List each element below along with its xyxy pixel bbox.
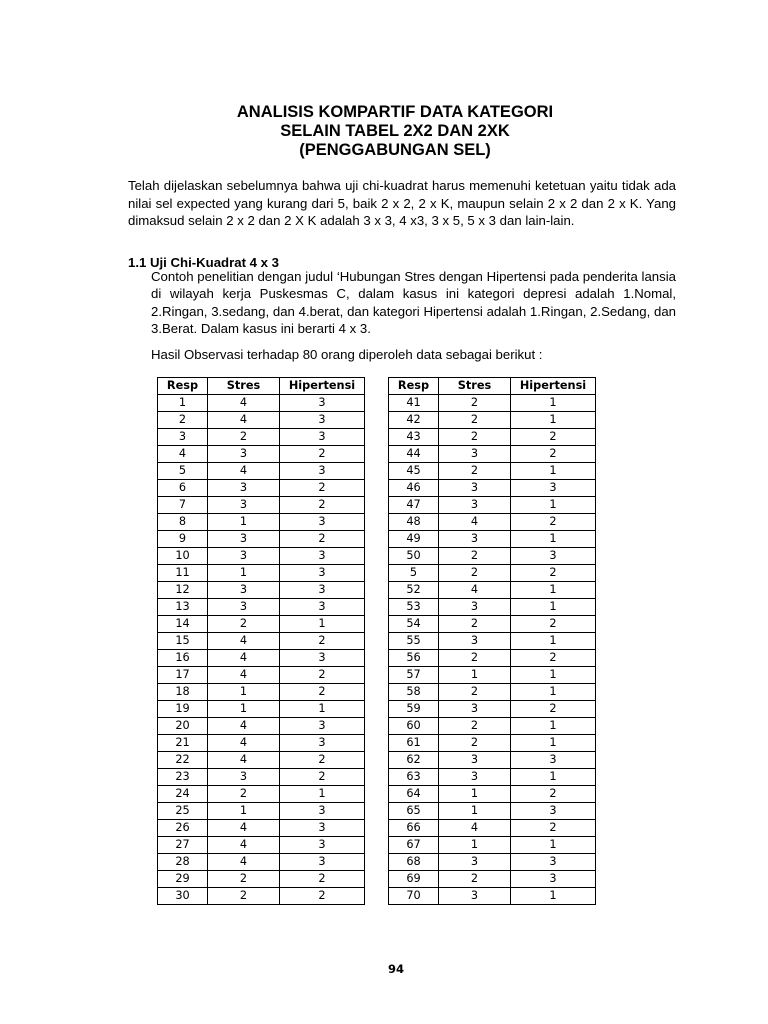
cell-hipertensi: 2	[280, 531, 365, 548]
cell-hipertensi: 2	[511, 429, 596, 446]
cell-resp: 65	[389, 803, 439, 820]
table-row	[158, 463, 365, 480]
cell-hipertensi: 2	[511, 616, 596, 633]
cell-resp: 62	[389, 752, 439, 769]
cell-stres: 2	[439, 650, 511, 667]
cell-resp: 15	[158, 633, 208, 650]
table-row	[158, 395, 365, 412]
cell-stres: 3	[208, 446, 280, 463]
cell-hipertensi: 3	[280, 412, 365, 429]
cell-hipertensi: 3	[280, 429, 365, 446]
cell-resp: 66	[389, 820, 439, 837]
table-row	[158, 803, 365, 820]
cell-hipertensi: 3	[280, 599, 365, 616]
table-row	[389, 769, 596, 786]
cell-resp: 68	[389, 854, 439, 871]
cell-stres: 3	[208, 548, 280, 565]
table-row	[389, 480, 596, 497]
section-heading: 1.1 Uji Chi-Kuadrat 4 x 3	[128, 255, 279, 270]
cell-resp: 3	[158, 429, 208, 446]
cell-resp: 44	[389, 446, 439, 463]
cell-stres: 1	[439, 837, 511, 854]
cell-stres: 3	[208, 599, 280, 616]
cell-hipertensi: 1	[511, 684, 596, 701]
cell-stres: 3	[439, 701, 511, 718]
cell-stres: 4	[208, 735, 280, 752]
cell-resp: 7	[158, 497, 208, 514]
cell-hipertensi: 2	[280, 752, 365, 769]
cell-resp: 58	[389, 684, 439, 701]
cell-stres: 1	[439, 803, 511, 820]
cell-stres: 2	[208, 888, 280, 905]
cell-resp: 4	[158, 446, 208, 463]
cell-resp: 25	[158, 803, 208, 820]
cell-resp: 69	[389, 871, 439, 888]
cell-hipertensi: 1	[511, 412, 596, 429]
cell-stres: 3	[208, 480, 280, 497]
table-row	[158, 599, 365, 616]
cell-hipertensi: 1	[511, 463, 596, 480]
cell-stres: 2	[439, 463, 511, 480]
cell-resp: 24	[158, 786, 208, 803]
cell-stres: 3	[208, 769, 280, 786]
table-row	[389, 718, 596, 735]
table-row	[389, 701, 596, 718]
cell-stres: 2	[439, 395, 511, 412]
cell-stres: 4	[208, 854, 280, 871]
cell-stres: 3	[439, 633, 511, 650]
table-row	[389, 429, 596, 446]
cell-resp: 20	[158, 718, 208, 735]
cell-resp: 46	[389, 480, 439, 497]
cell-stres: 4	[208, 412, 280, 429]
cell-hipertensi: 3	[511, 854, 596, 871]
table-row	[389, 854, 596, 871]
cell-stres: 4	[208, 752, 280, 769]
table-row	[389, 616, 596, 633]
cell-hipertensi: 3	[280, 854, 365, 871]
cell-stres: 3	[439, 446, 511, 463]
cell-hipertensi: 2	[280, 888, 365, 905]
cell-hipertensi: 1	[511, 888, 596, 905]
data-table-left	[157, 377, 365, 905]
cell-hipertensi: 1	[511, 718, 596, 735]
cell-resp: 30	[158, 888, 208, 905]
cell-resp: 49	[389, 531, 439, 548]
cell-stres: 2	[439, 735, 511, 752]
table-row	[389, 786, 596, 803]
cell-resp: 17	[158, 667, 208, 684]
cell-resp: 9	[158, 531, 208, 548]
cell-stres: 2	[439, 412, 511, 429]
table-row	[389, 582, 596, 599]
cell-resp: 41	[389, 395, 439, 412]
cell-stres: 4	[208, 395, 280, 412]
cell-resp: 26	[158, 820, 208, 837]
table-row	[389, 888, 596, 905]
cell-stres: 1	[208, 701, 280, 718]
cell-stres: 3	[208, 582, 280, 599]
table-row	[158, 769, 365, 786]
cell-stres: 2	[208, 429, 280, 446]
cell-stres: 3	[208, 531, 280, 548]
cell-stres: 1	[208, 684, 280, 701]
table-row	[389, 684, 596, 701]
table-row	[389, 412, 596, 429]
cell-stres: 4	[439, 582, 511, 599]
cell-stres: 4	[208, 463, 280, 480]
cell-resp: 22	[158, 752, 208, 769]
cell-hipertensi: 2	[280, 497, 365, 514]
cell-hipertensi: 3	[280, 565, 365, 582]
cell-resp: 63	[389, 769, 439, 786]
cell-stres: 4	[208, 718, 280, 735]
cell-stres: 2	[439, 565, 511, 582]
cell-stres: 2	[208, 786, 280, 803]
cell-resp: 5	[389, 565, 439, 582]
cell-resp: 42	[389, 412, 439, 429]
table-row	[389, 531, 596, 548]
cell-hipertensi: 3	[280, 548, 365, 565]
cell-hipertensi: 1	[511, 497, 596, 514]
header-stres: Stres	[208, 378, 280, 395]
cell-resp: 52	[389, 582, 439, 599]
cell-resp: 45	[389, 463, 439, 480]
cell-hipertensi: 3	[280, 582, 365, 599]
cell-stres: 1	[208, 565, 280, 582]
cell-hipertensi: 2	[280, 871, 365, 888]
cell-hipertensi: 3	[280, 820, 365, 837]
cell-hipertensi: 1	[511, 769, 596, 786]
header-hipertensi: Hipertensi	[280, 378, 365, 395]
table-row	[158, 531, 365, 548]
cell-hipertensi: 1	[280, 786, 365, 803]
cell-stres: 3	[439, 752, 511, 769]
cell-stres: 4	[439, 820, 511, 837]
cell-hipertensi: 1	[511, 667, 596, 684]
cell-stres: 2	[439, 616, 511, 633]
document-title	[0, 103, 768, 160]
table-row	[158, 582, 365, 599]
cell-hipertensi: 1	[280, 701, 365, 718]
cell-stres: 1	[208, 803, 280, 820]
cell-stres: 3	[439, 854, 511, 871]
table-row	[158, 888, 365, 905]
cell-hipertensi: 2	[511, 446, 596, 463]
cell-resp: 50	[389, 548, 439, 565]
cell-hipertensi: 1	[511, 531, 596, 548]
cell-stres: 2	[439, 429, 511, 446]
cell-stres: 2	[439, 684, 511, 701]
cell-stres: 1	[439, 786, 511, 803]
table-row	[158, 854, 365, 871]
cell-hipertensi: 2	[511, 650, 596, 667]
table-row	[158, 786, 365, 803]
table-row	[158, 497, 365, 514]
table-row	[158, 820, 365, 837]
cell-stres: 4	[208, 820, 280, 837]
title-line-3: (PENGGABUNGAN SEL)	[299, 141, 491, 159]
table-row	[158, 837, 365, 854]
table-row	[389, 667, 596, 684]
cell-hipertensi: 3	[511, 480, 596, 497]
cell-resp: 54	[389, 616, 439, 633]
cell-stres: 3	[439, 769, 511, 786]
table-row	[158, 548, 365, 565]
cell-hipertensi: 3	[280, 463, 365, 480]
cell-resp: 60	[389, 718, 439, 735]
cell-stres: 1	[439, 667, 511, 684]
cell-resp: 18	[158, 684, 208, 701]
cell-hipertensi: 2	[511, 786, 596, 803]
cell-resp: 23	[158, 769, 208, 786]
cell-resp: 43	[389, 429, 439, 446]
cell-resp: 70	[389, 888, 439, 905]
cell-resp: 28	[158, 854, 208, 871]
cell-resp: 1	[158, 395, 208, 412]
table-row	[389, 565, 596, 582]
cell-hipertensi: 1	[511, 395, 596, 412]
cell-stres: 2	[439, 548, 511, 565]
cell-resp: 48	[389, 514, 439, 531]
cell-hipertensi: 2	[511, 701, 596, 718]
section-paragraph: Contoh penelitian dengan judul ‘Hubungan Stres dengan Hipertensi pada penderita lansia di wilayah kerja Puskesmas C, dalam kasus ini kategori depresi adalah 1.Nomal, 2.Ringan, 3.sedang, dan 4.berat, dan kategori Hipertensi adalah 1.Ringan, 2.Sedang, dan 3.Berat. Dalam kasus ini berarti 4 x 3.	[151, 269, 676, 336]
table-row	[389, 497, 596, 514]
table-row	[389, 514, 596, 531]
table-row	[389, 446, 596, 463]
cell-hipertensi: 3	[511, 871, 596, 888]
table-row	[158, 565, 365, 582]
cell-hipertensi: 2	[511, 514, 596, 531]
cell-stres: 1	[208, 514, 280, 531]
cell-hipertensi: 2	[511, 820, 596, 837]
table-row	[389, 463, 596, 480]
cell-resp: 61	[389, 735, 439, 752]
cell-hipertensi: 3	[280, 718, 365, 735]
table-row	[158, 684, 365, 701]
table-row	[158, 446, 365, 463]
table-row	[389, 803, 596, 820]
cell-hipertensi: 2	[511, 565, 596, 582]
cell-hipertensi: 2	[280, 684, 365, 701]
cell-stres: 3	[439, 531, 511, 548]
table-row	[158, 616, 365, 633]
cell-resp: 47	[389, 497, 439, 514]
cell-resp: 56	[389, 650, 439, 667]
cell-hipertensi: 3	[280, 514, 365, 531]
table-row	[158, 650, 365, 667]
cell-stres: 4	[208, 837, 280, 854]
intro-paragraph: Telah dijelaskan sebelumnya bahwa uji chi-kuadrat harus memenuhi ketetuan yaitu tidak ada nilai sel expected yang kurang dari 5, baik 2 x 2, 2 x K, maupun selain 2 x 2 dan 2 x K. Yang dimaksud selain 2 x 2 dan 2 X K adalah 3 x 3, 4 x3, 3 x 5, 5 x 3 dan lain-lain.	[128, 178, 676, 228]
cell-resp: 16	[158, 650, 208, 667]
header-resp: Resp	[158, 378, 208, 395]
table-row	[389, 752, 596, 769]
cell-resp: 10	[158, 548, 208, 565]
cell-hipertensi: 3	[280, 735, 365, 752]
cell-stres: 4	[208, 633, 280, 650]
table-row	[389, 837, 596, 854]
cell-resp: 29	[158, 871, 208, 888]
cell-stres: 3	[439, 497, 511, 514]
cell-hipertensi: 1	[511, 599, 596, 616]
table-row	[158, 701, 365, 718]
page-number: 94	[387, 962, 404, 976]
cell-stres: 3	[208, 497, 280, 514]
cell-hipertensi: 2	[280, 633, 365, 650]
cell-stres: 4	[208, 667, 280, 684]
cell-hipertensi: 3	[511, 752, 596, 769]
title-line-1: ANALISIS KOMPARTIF DATA KATEGORI	[236, 103, 554, 121]
cell-resp: 2	[158, 412, 208, 429]
table-row	[158, 480, 365, 497]
table-row	[158, 871, 365, 888]
header-resp: Resp	[389, 378, 439, 395]
cell-stres: 2	[208, 616, 280, 633]
table-row	[389, 395, 596, 412]
cell-stres: 4	[439, 514, 511, 531]
cell-resp: 64	[389, 786, 439, 803]
cell-hipertensi: 2	[280, 446, 365, 463]
cell-hipertensi: 1	[511, 837, 596, 854]
cell-resp: 27	[158, 837, 208, 854]
cell-hipertensi: 2	[280, 480, 365, 497]
title-line-2: SELAIN TABEL 2X2 DAN 2XK	[280, 122, 510, 140]
cell-hipertensi: 3	[511, 548, 596, 565]
cell-resp: 57	[389, 667, 439, 684]
table-row	[389, 633, 596, 650]
cell-resp: 53	[389, 599, 439, 616]
cell-hipertensi: 2	[280, 769, 365, 786]
table-row	[158, 718, 365, 735]
table-row	[158, 429, 365, 446]
cell-hipertensi: 3	[511, 803, 596, 820]
cell-hipertensi: 1	[511, 735, 596, 752]
table-row	[158, 412, 365, 429]
table-row	[158, 735, 365, 752]
table-row	[158, 514, 365, 531]
cell-resp: 5	[158, 463, 208, 480]
cell-stres: 2	[439, 718, 511, 735]
cell-hipertensi: 1	[511, 582, 596, 599]
table-row	[158, 752, 365, 769]
cell-hipertensi: 1	[280, 616, 365, 633]
cell-resp: 12	[158, 582, 208, 599]
cell-stres: 2	[439, 871, 511, 888]
cell-stres: 3	[439, 888, 511, 905]
cell-resp: 14	[158, 616, 208, 633]
cell-resp: 21	[158, 735, 208, 752]
cell-resp: 13	[158, 599, 208, 616]
cell-hipertensi: 3	[280, 837, 365, 854]
cell-hipertensi: 3	[280, 803, 365, 820]
cell-resp: 11	[158, 565, 208, 582]
observation-text: Hasil Observasi terhadap 80 orang diperoleh data sebagai berikut :	[151, 347, 543, 362]
header-stres: Stres	[439, 378, 511, 395]
cell-resp: 8	[158, 514, 208, 531]
table-row	[389, 871, 596, 888]
data-table-right	[388, 377, 596, 905]
cell-stres: 3	[439, 480, 511, 497]
header-hipertensi: Hipertensi	[511, 378, 596, 395]
cell-resp: 19	[158, 701, 208, 718]
table-header-row	[158, 378, 365, 395]
cell-resp: 55	[389, 633, 439, 650]
table-row	[158, 667, 365, 684]
table-row	[389, 820, 596, 837]
cell-hipertensi: 3	[280, 650, 365, 667]
cell-hipertensi: 2	[280, 667, 365, 684]
cell-stres: 2	[208, 871, 280, 888]
cell-resp: 67	[389, 837, 439, 854]
cell-stres: 4	[208, 650, 280, 667]
cell-hipertensi: 1	[511, 633, 596, 650]
table-row	[389, 650, 596, 667]
table-row	[158, 633, 365, 650]
table-row	[389, 548, 596, 565]
table-row	[389, 599, 596, 616]
cell-stres: 3	[439, 599, 511, 616]
table-row	[389, 735, 596, 752]
table-header-row	[389, 378, 596, 395]
cell-resp: 59	[389, 701, 439, 718]
cell-hipertensi: 3	[280, 395, 365, 412]
cell-resp: 6	[158, 480, 208, 497]
